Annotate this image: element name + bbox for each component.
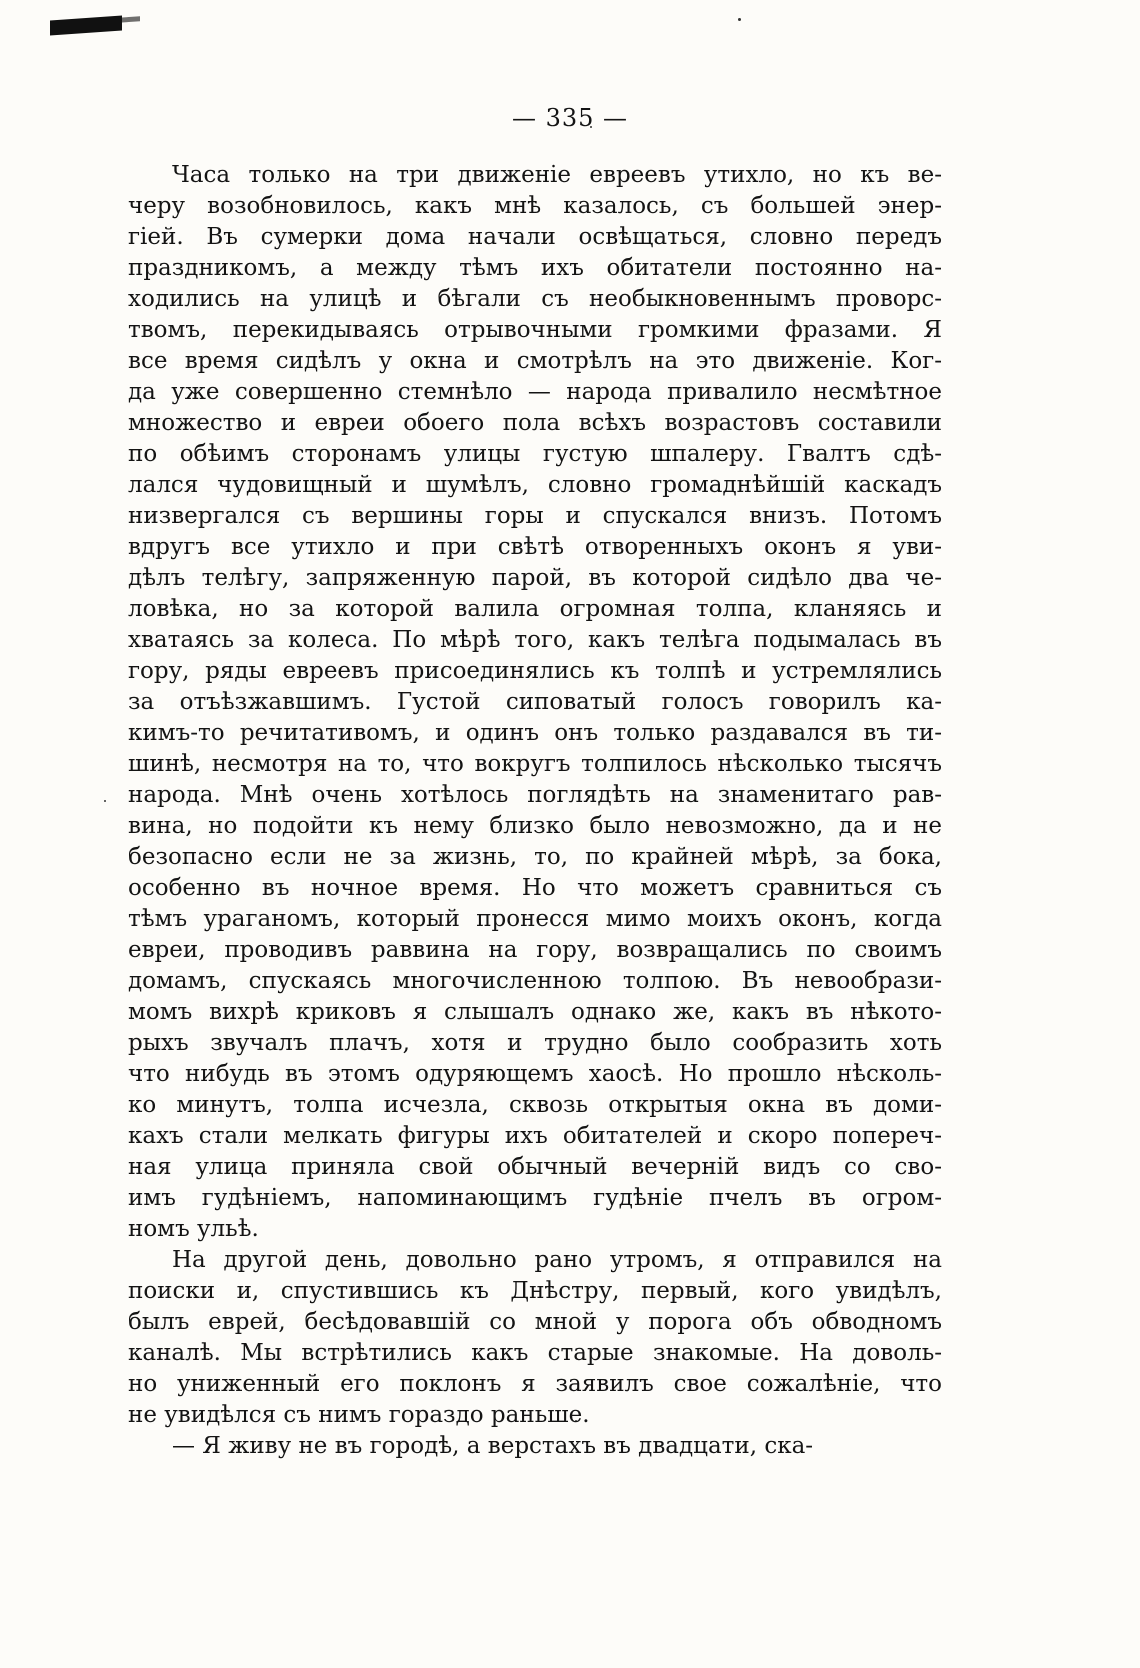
text-line: имъ гудѣніемъ, напоминающимъ гудѣніе пчелъ въ огром-: [128, 1185, 942, 1211]
text-line: шинѣ, несмотря на то, что вокругъ толпилось нѣсколько тысячъ: [128, 751, 942, 777]
text-line: вина, но подойти къ нему близко было невозможно, да и не: [128, 813, 942, 839]
text-line: былъ еврей, бесѣдовавшій со мной у порога объ обводномъ: [128, 1309, 942, 1335]
body-text: [128, 160, 942, 1462]
text-line: низвергался съ вершины горы и спускался внизъ. Потомъ: [128, 503, 942, 529]
text-line: — Я живу не въ городѣ, а верстахъ въ двадцати, ска-: [172, 1433, 814, 1459]
text-line: что нибудь въ этомъ одуряющемъ хаосѣ. Но прошло нѣсколь-: [128, 1061, 942, 1087]
text-line: но униженный его поклонъ я заявилъ свое сожалѣніе, что: [128, 1371, 942, 1397]
text-line: вдругъ все утихло и при свѣтѣ отворенныхъ оконъ я уви-: [128, 534, 942, 560]
text-line: черу возобновилось, какъ мнѣ казалось, съ большей энер-: [128, 193, 942, 219]
text-line: гору, ряды евреевъ присоединялись къ толпѣ и устремлялись: [128, 658, 942, 684]
text-line: дѣлъ телѣгу, запряженную парой, въ которой сидѣло два че-: [128, 565, 942, 591]
text-line: номъ ульѣ.: [128, 1216, 259, 1242]
text-line: гіей. Въ сумерки дома начали освѣщаться, словно передъ: [128, 224, 942, 250]
page-number: — 335 —: [511, 104, 629, 132]
text-line: кимъ-то речитативомъ, и одинъ онъ только раздавался въ ти-: [128, 720, 942, 746]
text-line: хватаясь за колеса. По мѣрѣ того, какъ телѣга подымалась въ: [128, 627, 942, 653]
text-line: все время сидѣлъ у окна и смотрѣлъ на это движеніе. Ког-: [128, 348, 942, 374]
text-line: за отъѣзжавшимъ. Густой сиповатый голосъ говорилъ ка-: [128, 689, 942, 715]
text-line: ходились на улицѣ и бѣгали съ необыкновеннымъ проворс-: [128, 286, 942, 312]
text-line: ная улица приняла свой обычный вечерній видъ со сво-: [128, 1154, 942, 1180]
text-line: рыхъ звучалъ плачъ, хотя и трудно было сообразить хоть: [128, 1030, 942, 1056]
scan-speck: [738, 18, 741, 21]
text-line: Часа только на три движеніе евреевъ утихло, но къ ве-: [172, 162, 942, 188]
paragraph: [128, 1245, 942, 1431]
text-line: праздникомъ, а между тѣмъ ихъ обитатели постоянно на-: [128, 255, 942, 281]
text-line: безопасно если не за жизнь, то, по крайней мѣрѣ, за бока,: [128, 844, 942, 870]
text-line: твомъ, перекидываясь отрывочными громкими фразами. Я: [128, 317, 942, 343]
scan-speck: [104, 800, 106, 802]
text-line: лался чудовищный и шумѣлъ, словно громаднѣйшій каскадъ: [128, 472, 942, 498]
text-line: особенно въ ночное время. Но что можетъ сравниться съ: [128, 875, 942, 901]
text-line: евреи, проводивъ раввина на гору, возвращались по своимъ: [128, 937, 942, 963]
text-line: множество и евреи обоего пола всѣхъ возрастовъ составили: [128, 410, 942, 436]
text-line: На другой день, довольно рано утромъ, я отправился на: [172, 1247, 942, 1273]
text-line: тѣмъ ураганомъ, который пронесся мимо моихъ оконъ, когда: [128, 906, 942, 932]
text-line: кахъ стали мелкать фигуры ихъ обитателей и скоро попереч-: [128, 1123, 942, 1149]
text-line: по обѣимъ сторонамъ улицы густую шпалеру. Гвалтъ сдѣ-: [128, 441, 942, 467]
text-line: каналѣ. Мы встрѣтились какъ старые знакомые. На доволь-: [128, 1340, 942, 1366]
text-line: момъ вихрѣ криковъ я слышалъ однако же, какъ въ нѣкото-: [128, 999, 942, 1025]
text-line: поиски и, спустившись къ Днѣстру, первый, кого увидѣлъ,: [128, 1278, 942, 1304]
text-line: домамъ, спускаясь многочисленною толпою. Въ невообрази-: [128, 968, 942, 994]
paragraph: [128, 160, 942, 1245]
text-line: да уже совершенно стемнѣло — народа привалило несмѣтное: [128, 379, 942, 405]
paragraph: [128, 1431, 942, 1462]
text-line: народа. Мнѣ очень хотѣлось поглядѣть на знаменитаго рав-: [128, 782, 942, 808]
text-line: ловѣка, но за которой валила огромная толпа, кланяясь и: [128, 596, 942, 622]
scan-ink-mark: [50, 15, 122, 35]
text-line: ко минутъ, толпа исчезла, сквозь открытыя окна въ доми-: [128, 1092, 942, 1118]
text-line: не увидѣлся съ нимъ гораздо раньше.: [128, 1402, 590, 1428]
